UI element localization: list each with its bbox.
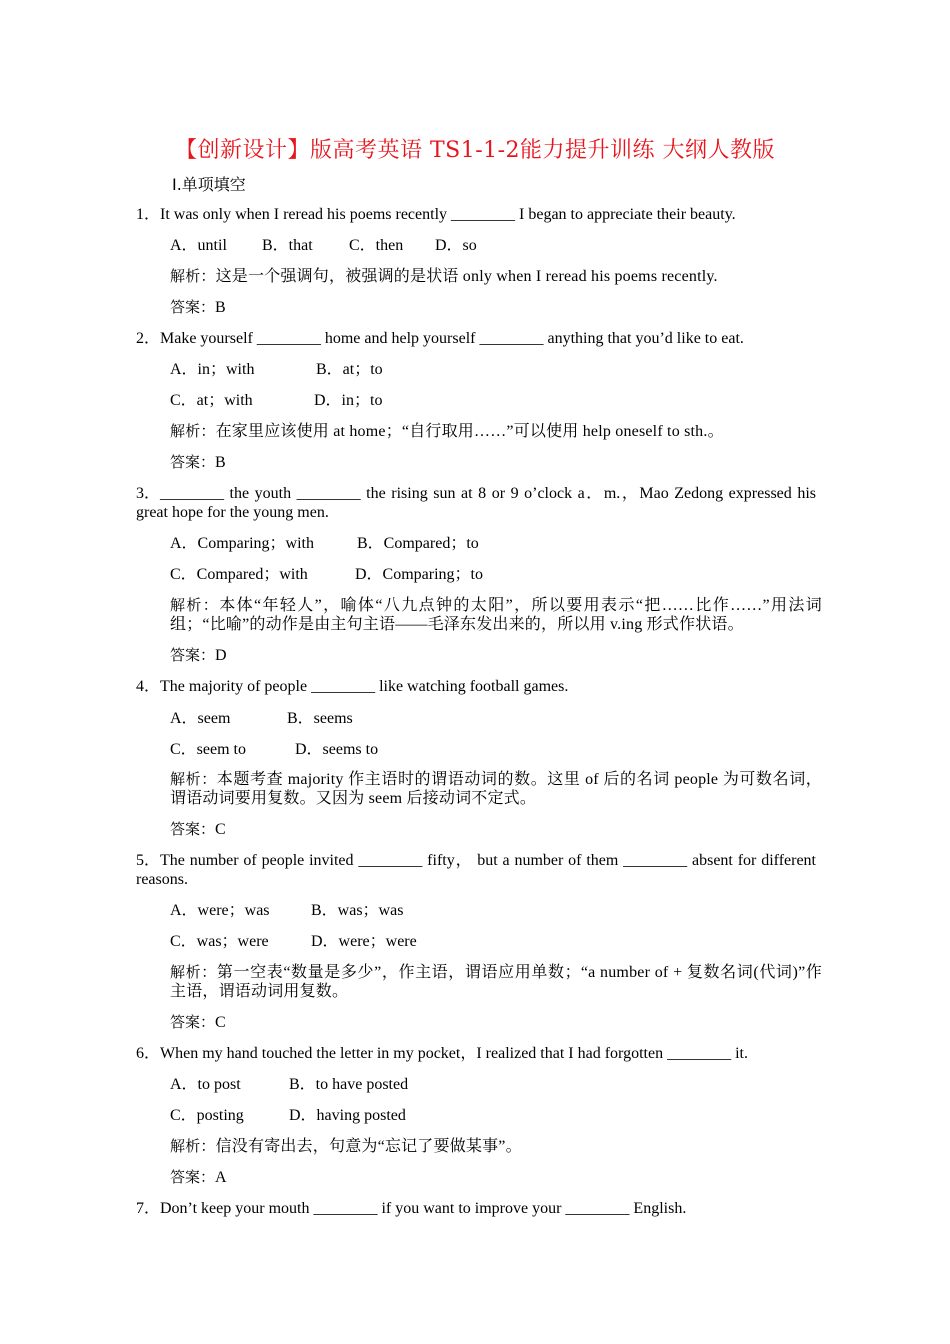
option-a: A．were；was [170, 902, 270, 919]
question-stem: ________ the youth ________ the rising sun at 8 or 9 o’clock a．m.，Mao Zedong expressed his great hope for the young men. [136, 485, 816, 521]
question-1: 1．It was only when I reread his poems recently ________ I began to appreciate their beauty. [136, 206, 736, 223]
analysis: 解析：信没有寄出去，句意为“忘记了要做某事”。 [170, 1137, 522, 1155]
option-d: D．having posted [289, 1107, 406, 1124]
option-b: B．seems [287, 710, 353, 727]
analysis: 解析：在家里应该使用 at home；“自行取用……”可以使用 help oneself to sth.。 [170, 422, 724, 440]
option-d: D．in；to [314, 392, 383, 409]
option-a: A．Comparing；with [170, 535, 314, 552]
question-stem: Don’t keep your mouth ________ if you want to improve your ________ English. [160, 1200, 687, 1217]
analysis: 解析：本题考查 majority 作主语时的谓语动词的数。这里 of 后的名词 people 为可数名词，谓语动词要用复数。又因为 seem 后接动词不定式。 [170, 770, 822, 807]
options-row [170, 565, 483, 584]
option-b: B．Compared；to [357, 535, 479, 552]
answer: 答案：B [170, 453, 226, 471]
option-d: D．seems to [295, 741, 379, 758]
options-row [170, 360, 383, 379]
option-c: C．Compared；with [170, 566, 308, 583]
question-stem: The number of people invited ________ fifty， but a number of them ________ absent for different reasons. [136, 852, 816, 888]
options-row [170, 236, 477, 255]
page-title: 【创新设计】版高考英语 TS1-1-2能力提升训练 大纲人教版 [174, 138, 776, 163]
option-c: C．then [349, 237, 404, 254]
question-2: 2．Make yourself ________ home and help yourself ________ anything that you’d like to eat. [136, 330, 744, 347]
answer: 答案：C [170, 820, 226, 838]
question-stem: The majority of people ________ like watching football games. [160, 678, 569, 695]
question-stem: When my hand touched the letter in my pocket，I realized that I had forgotten ________ it. [160, 1045, 748, 1062]
options-row [170, 740, 378, 759]
answer: 答案：A [170, 1168, 227, 1186]
answer: 答案：C [170, 1013, 226, 1031]
option-a: A．in；with [170, 361, 255, 378]
options-row [170, 1075, 408, 1094]
analysis: 解析：第一空表“数量是多少”，作主语，谓语应用单数；“a number of + 复数名词(代词)”作主语，谓语动词用复数。 [170, 963, 822, 1000]
option-c: C．was；were [170, 933, 269, 950]
question-3: 3．________ the youth ________ the rising sun at 8 or 9 o’clock a．m.，Mao Zedong expressed his great hope for the young men. [136, 485, 816, 521]
question-6: 6．When my hand touched the letter in my pocket，I realized that I had forgotten ________ it. [136, 1045, 748, 1062]
option-d: D．so [435, 237, 477, 254]
question-4: 4．The majority of people ________ like watching football games. [136, 678, 569, 695]
option-b: B．at；to [316, 361, 383, 378]
options-row [170, 391, 382, 410]
analysis: 解析：这是一个强调句，被强调的是状语 only when I reread his poems recently. [170, 267, 718, 285]
options-row [170, 1106, 406, 1125]
question-stem: Make yourself ________ home and help yourself ________ anything that you’d like to eat. [160, 330, 744, 347]
option-c: C．posting [170, 1107, 244, 1124]
options-row [170, 932, 417, 951]
option-c: C．at；with [170, 392, 253, 409]
option-b: B．to have posted [289, 1076, 409, 1093]
option-d: D．were；were [311, 933, 417, 950]
option-a: A．seem [170, 710, 231, 727]
option-a: A．to post [170, 1076, 241, 1093]
option-d: D．Comparing；to [355, 566, 483, 583]
option-b: B．that [262, 237, 313, 254]
section-heading: Ⅰ.单项填空 [172, 175, 246, 194]
question-5: 5．The number of people invited ________ fifty， but a number of them ________ absent for different reasons. [136, 852, 816, 888]
question-stem: It was only when I reread his poems recently ________ I began to appreciate their beauty. [160, 206, 736, 223]
option-a: A．until [170, 237, 227, 254]
option-c: C．seem to [170, 741, 246, 758]
analysis: 解析：本体“年轻人”，喻体“八九点钟的太阳”，所以要用表示“把……比作……”用法词组；“比喻”的动作是由主句主语——毛泽东发出来的，所以用 v.ing 形式作状语。 [170, 596, 822, 633]
answer: 答案：B [170, 298, 226, 316]
options-row [170, 709, 353, 728]
question-7: 7．Don’t keep your mouth ________ if you want to improve your ________ English. [136, 1200, 687, 1217]
answer: 答案：D [170, 646, 227, 664]
option-b: B．was；was [311, 902, 404, 919]
options-row [170, 901, 403, 920]
options-row [170, 534, 479, 553]
